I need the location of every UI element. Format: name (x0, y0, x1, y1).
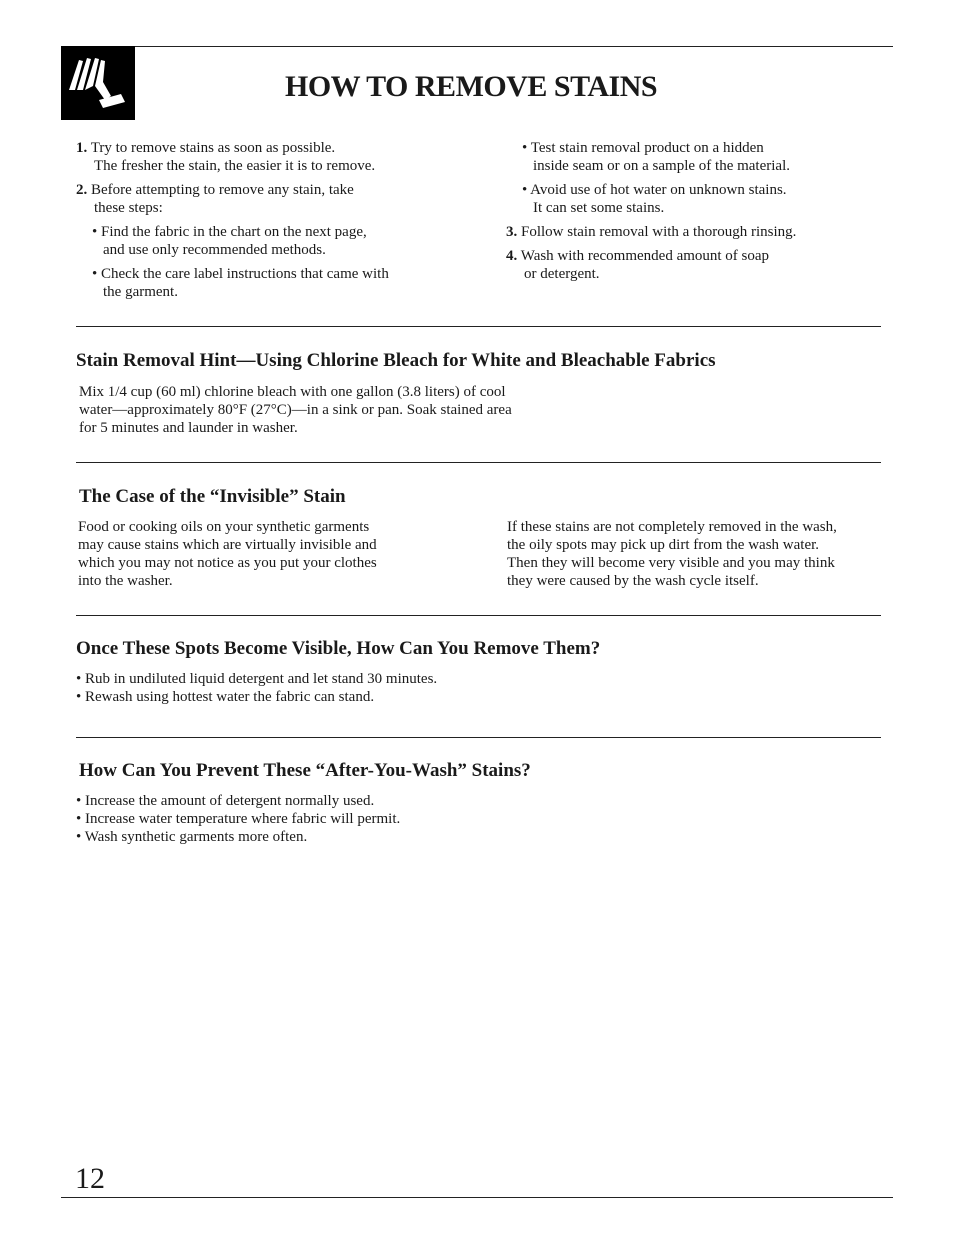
paragraph-line: into the washer. (78, 573, 173, 589)
item-text: Wash with recommended amount of soap (520, 248, 770, 264)
item-text: these steps: (94, 200, 163, 216)
visible-heading: Once These Spots Become Visible, How Can You Remove Them? (76, 638, 601, 659)
bleach-heading: Stain Removal Hint—Using Chlorine Bleach for White and Bleachable Fabrics (76, 350, 716, 371)
bullet-text: • Avoid use of hot water on unknown stains. (522, 182, 787, 198)
invisible-left-paragraph (78, 518, 498, 590)
paragraph-line: they were caused by the wash cycle itself. (507, 573, 759, 589)
item-number: 1. (76, 140, 88, 156)
intro-bullet-test-product (506, 139, 886, 175)
prevent-heading: How Can You Prevent These “After-You-Wash” Stains? (79, 760, 531, 781)
item-text: Try to remove stains as soon as possible. (90, 140, 336, 156)
paragraph-line: may cause stains which are virtually invisible and (78, 537, 377, 553)
item-number: 3. (506, 224, 518, 240)
prevent-bullets (76, 792, 676, 846)
paragraph-line: Food or cooking oils on your synthetic garments (78, 519, 370, 535)
bleach-paragraph (79, 383, 599, 437)
paragraph-line: If these stains are not completely removed in the wash, (507, 519, 837, 535)
footer-rule (61, 1197, 893, 1198)
intro-item-2 (76, 181, 476, 217)
intro-left-column (76, 139, 476, 307)
bullet-text: • Check the care label instructions that came with (92, 266, 389, 282)
section-divider (76, 462, 881, 463)
invisible-heading: The Case of the “Invisible” Stain (79, 486, 346, 507)
bullet-text: • Test stain removal product on a hidden (522, 140, 764, 156)
bullet-text: • Find the fabric in the chart on the next page, (92, 224, 367, 240)
paragraph-line: Then they will become very visible and you may think (507, 555, 835, 571)
list-item: • Increase water temperature where fabric will permit. (76, 811, 401, 827)
paragraph-line: Mix 1/4 cup (60 ml) chlorine bleach with one gallon (3.8 liters) of cool (79, 384, 506, 400)
list-item: • Increase the amount of detergent normally used. (76, 793, 375, 809)
intro-right-column (506, 139, 886, 289)
header-top-rule (61, 46, 893, 47)
list-item: • Rub in undiluted liquid detergent and let stand 30 minutes. (76, 671, 438, 687)
invisible-right-paragraph (507, 518, 887, 590)
section-divider (76, 326, 881, 327)
bullet-text: the garment. (103, 284, 178, 300)
bullet-text: and use only recommended methods. (103, 242, 326, 258)
paragraph-line: for 5 minutes and launder in washer. (79, 420, 298, 436)
page-number: 12 (75, 1162, 105, 1195)
section-divider (76, 615, 881, 616)
bullet-text: inside seam or on a sample of the material. (533, 158, 790, 174)
section-divider (76, 737, 881, 738)
intro-item-1 (76, 139, 476, 175)
item-text: Before attempting to remove any stain, take (91, 182, 354, 198)
list-item: • Rewash using hottest water the fabric can stand. (76, 689, 375, 705)
visible-bullets (76, 670, 676, 706)
intro-item-3 (506, 223, 886, 241)
intro-bullet-find-fabric (76, 223, 476, 259)
page-title: HOW TO REMOVE STAINS (285, 70, 658, 103)
intro-bullet-hot-water (506, 181, 886, 217)
item-text: Follow stain removal with a thorough rinsing. (521, 224, 797, 240)
bullet-text: It can set some stains. (533, 200, 665, 216)
paragraph-line: which you may not notice as you put your clothes (78, 555, 377, 571)
intro-bullet-care-label (76, 265, 476, 301)
paragraph-line: the oily spots may pick up dirt from the wash water. (507, 537, 820, 553)
item-text: The fresher the stain, the easier it is to remove. (94, 158, 376, 174)
list-item: • Wash synthetic garments more often. (76, 829, 308, 845)
paragraph-line: water—approximately 80°F (27°C)—in a sink or pan. Soak stained area (79, 402, 512, 418)
item-number: 4. (506, 248, 518, 264)
intro-item-4 (506, 247, 886, 283)
item-text: or detergent. (524, 266, 600, 282)
hand-iron-icon (61, 46, 135, 120)
item-number: 2. (76, 182, 88, 198)
